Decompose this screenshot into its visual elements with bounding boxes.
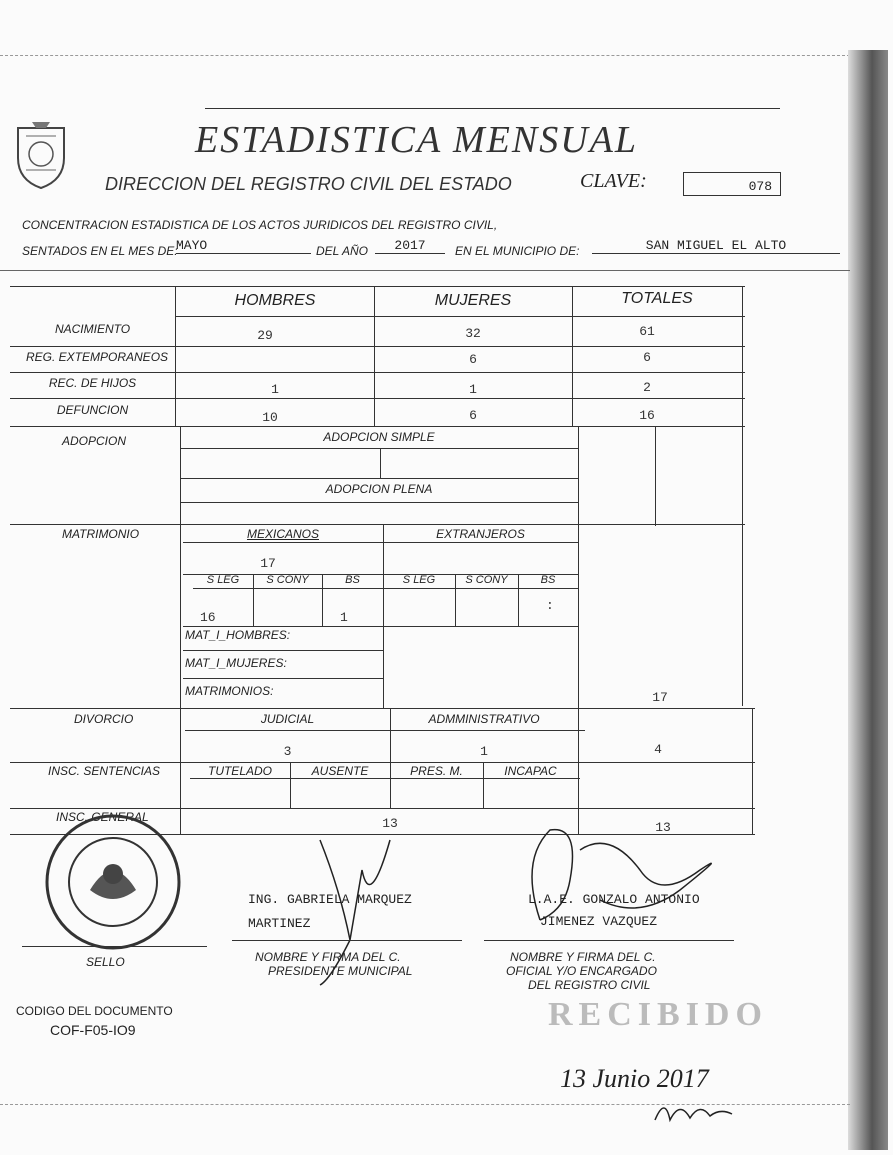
row-defuncion-mujeres: 6 [469, 408, 477, 423]
sub-header-scony-1: S CONY [266, 574, 309, 586]
sub-header-sleg-2: S LEG [402, 574, 436, 586]
row-defuncion-totales: 16 [639, 408, 655, 423]
oficial-rule [484, 940, 734, 941]
coat-of-arms-icon [12, 118, 70, 190]
col-header-mujeres: MUJERES [434, 292, 512, 309]
col-header-totales: TOTALES [621, 290, 693, 307]
matrimonio-total: 17 [652, 690, 668, 705]
row-label-reg-extemporaneos: REG. EXTEMPORANEOS [26, 350, 169, 364]
clave-value: 078 [683, 172, 781, 196]
sentencias-pres-m-label: PRES. M. [410, 764, 463, 778]
insc-general-total: 13 [655, 820, 671, 835]
info-bottom-rule [0, 270, 850, 271]
president-name-line2: MARTINEZ [248, 916, 311, 931]
president-name-line1: ING. GABRIELA MARQUEZ [248, 892, 412, 907]
col-header-hombres: HOMBRES [234, 292, 316, 309]
sub-header-bs-2: BS [540, 574, 556, 586]
form-subtitle: DIRECCION DEL REGISTRO CIVIL DEL ESTADO [105, 174, 512, 194]
sentencias-incapac-label: INCAPAC [504, 764, 557, 778]
row-extemporaneos-totales: 6 [643, 350, 651, 365]
divorcio-administrativo-value: 1 [480, 744, 488, 759]
adopcion-plena-label: ADOPCION PLENA [325, 482, 433, 496]
page-right-edge [848, 50, 888, 1150]
form-title: ESTADISTICA MENSUAL [195, 119, 638, 161]
matrimonio-mexicanos-value: 17 [260, 556, 276, 571]
matrimonios-label: MATRIMONIOS: [185, 684, 274, 698]
sub-header-bs-1: BS [345, 574, 360, 586]
row-defuncion-hombres: 10 [262, 410, 278, 425]
row-label-defuncion: DEFUNCION [56, 403, 129, 417]
official-seal [40, 812, 186, 952]
row-extemporaneos-mujeres: 6 [469, 352, 477, 367]
oficial-name-line2: JIMENEZ VAZQUEZ [540, 914, 658, 929]
row-rec-hijos-mujeres: 1 [469, 382, 477, 397]
mat-mujeres-label: MAT_I_MUJERES: [185, 656, 287, 670]
stats-table [0, 286, 850, 836]
sentencias-tutelado-label: TUTELADO [207, 764, 272, 778]
row-rec-hijos-totales: 2 [643, 380, 651, 395]
handwritten-date: 13 Junio 2017 [560, 1064, 709, 1093]
sub-header-scony-2: S CONY [465, 574, 508, 586]
mes-value: MAYO [176, 238, 311, 254]
row-label-matrimonio: MATRIMONIO [62, 527, 140, 541]
oficial-caption-2: OFICIAL Y/O ENCARGADO [506, 964, 657, 978]
document-code-value: COF-F05-IO9 [50, 1022, 136, 1038]
sello-label: SELLO [86, 955, 125, 969]
municipio-value: SAN MIGUEL EL ALTO [592, 238, 840, 254]
recibido-stamp: RECIBIDO [548, 996, 768, 1033]
divorcio-judicial-value: 3 [283, 744, 292, 759]
mes-label: SENTADOS EN EL MES DE: [22, 244, 178, 258]
oficial-name-line1: L.A.E. GONZALO ANTONIO [528, 892, 700, 907]
row-label-nacimiento: NACIMIENTO [54, 322, 131, 336]
sub-value-sleg-1: 16 [200, 610, 216, 625]
municipio-label: EN EL MUNICIPIO DE: [455, 244, 580, 258]
divorcio-total: 4 [654, 742, 662, 757]
insc-general-value: 13 [382, 816, 398, 831]
header-rule [205, 108, 780, 109]
president-rule [232, 940, 462, 941]
footer-rule [0, 1104, 850, 1105]
matrimonio-mexicanos-label: MEXICANOS [246, 527, 319, 541]
sub-header-sleg-1: S LEG [206, 574, 240, 586]
divorcio-administrativo-label: ADMMINISTRATIVO [428, 712, 540, 726]
adopcion-simple-label: ADOPCION SIMPLE [323, 430, 435, 444]
row-rec-hijos-hombres: 1 [271, 382, 279, 397]
row-label-adopcion: ADOPCION [62, 434, 127, 448]
sub-value-bs-1: 1 [340, 610, 348, 625]
mat-hombres-label: MAT_I_HOMBRES: [185, 628, 291, 642]
row-label-insc-sentencias: INSC. SENTENCIAS [48, 764, 161, 778]
row-nacimiento-totales: 61 [639, 324, 655, 339]
president-caption-2: PRESIDENTE MUNICIPAL [268, 964, 413, 978]
row-label-divorcio: DIVORCIO [74, 712, 134, 726]
sub-value-bs-2: : [546, 598, 554, 613]
president-caption-1: NOMBRE Y FIRMA DEL C. [255, 950, 401, 964]
oficial-caption-1: NOMBRE Y FIRMA DEL C. [510, 950, 656, 964]
row-label-insc-general: INSC. GENERAL [56, 810, 149, 824]
divorcio-judicial-label: JUDICIAL [260, 712, 315, 726]
row-nacimiento-hombres: 29 [257, 328, 273, 343]
matrimonio-extranjeros-label: EXTRANJEROS [436, 527, 525, 541]
anio-label: DEL AÑO [316, 244, 369, 258]
sello-rule [22, 946, 207, 947]
clave-label: CLAVE: [580, 170, 647, 192]
concentracion-line: CONCENTRACION ESTADISTICA DE LOS ACTOS JURIDICOS DEL REGISTRO CIVIL, [22, 218, 498, 232]
initials-signature [650, 1092, 740, 1128]
row-label-rec-hijos: REC. DE HIJOS [48, 376, 137, 390]
document-code-label: CODIGO DEL DOCUMENTO [16, 1004, 173, 1018]
page-top-edge [0, 55, 850, 56]
oficial-caption-3: DEL REGISTRO CIVIL [528, 978, 651, 992]
anio-value: 2017 [375, 238, 445, 254]
sentencias-ausente-label: AUSENTE [311, 764, 369, 778]
row-nacimiento-mujeres: 32 [465, 326, 481, 341]
